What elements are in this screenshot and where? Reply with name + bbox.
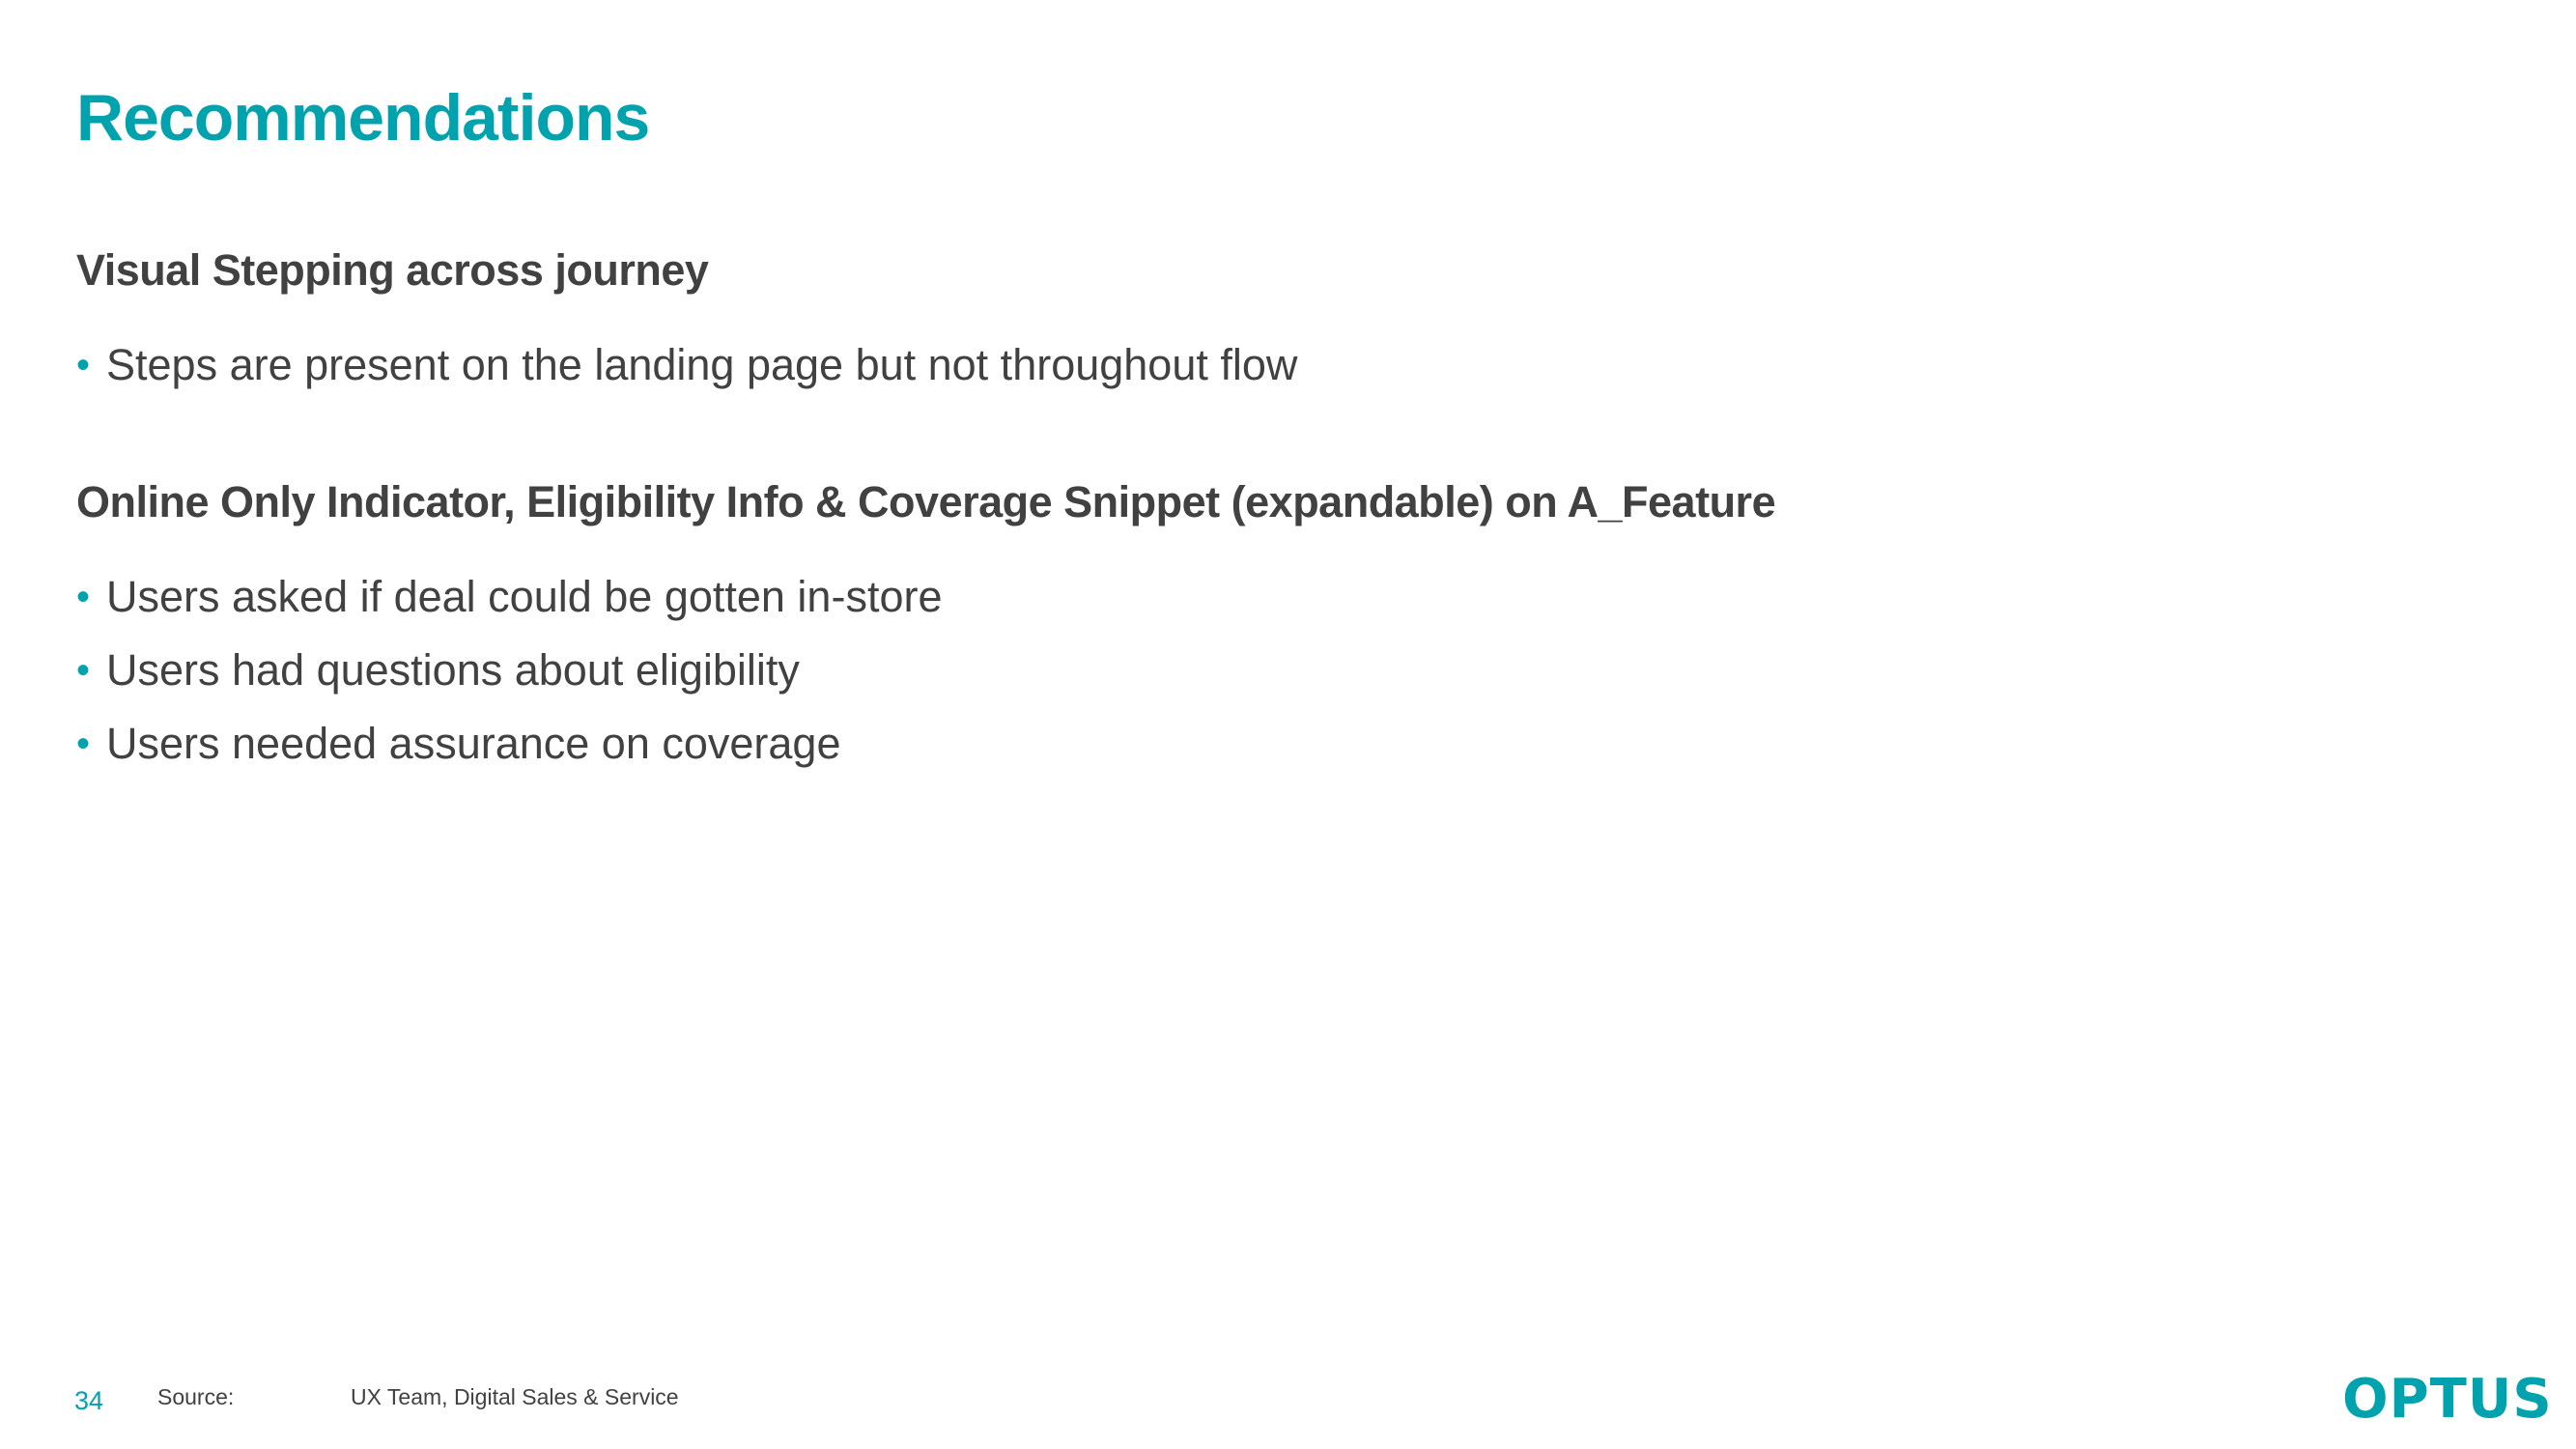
slide-title: Recommendations [76,81,650,155]
recommendation-section-visual-stepping [76,240,1297,402]
optus-logo: OPTUS [2342,1368,2553,1431]
bullet-text: Users had questions about eligibility [106,645,800,695]
source-value: UX Team, Digital Sales & Service [351,1384,679,1409]
bullet-text: Steps are present on the landing page but not throughout flow [106,340,1298,389]
recommendation-section-online-only-indicator [76,471,1775,781]
bullet-item [76,707,1775,781]
bullet-icon: • [76,723,91,765]
bullet-icon: • [76,649,91,692]
bullet-icon: • [76,344,91,386]
bullet-item [76,634,1775,707]
bullet-text: Users needed assurance on coverage [106,719,841,768]
bullet-list [76,328,1297,402]
bullet-text: Users asked if deal could be gotten in-store [106,572,943,621]
bullet-item [76,328,1297,402]
bullet-list [76,560,1775,781]
page-number: 34 [74,1386,104,1415]
section-heading: Online Only Indicator, Eligibility Info & Coverage Snippet (expandable) on A_Feature [76,477,1776,526]
bullet-item [76,560,1775,634]
source-label: Source: [157,1384,235,1409]
section-heading: Visual Stepping across journey [76,245,709,295]
bullet-icon: • [76,576,91,618]
